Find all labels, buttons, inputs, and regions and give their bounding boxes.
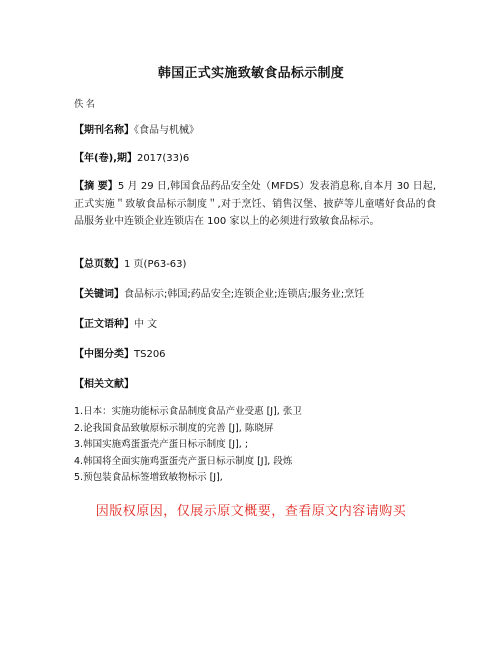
related-label: 【相关文献】 xyxy=(74,379,134,390)
author: 佚名 xyxy=(74,99,98,110)
year-field xyxy=(74,150,434,168)
language-label: 【正文语种】 xyxy=(74,319,134,330)
related-heading xyxy=(74,376,434,394)
classification-value: TS206 xyxy=(134,349,166,360)
journal-field xyxy=(74,122,434,140)
reference-list xyxy=(74,404,302,487)
keywords-label: 【关键词】 xyxy=(74,289,124,300)
pages-value: 1 页(P63-63) xyxy=(124,259,187,270)
classification-label: 【中图分类】 xyxy=(74,349,134,360)
pages-label: 【总页数】 xyxy=(74,259,124,270)
reference-item[interactable]: 5.预包装食品标签增致敏物标示 [J], xyxy=(74,472,223,483)
language-value: 中 文 xyxy=(134,319,158,330)
journal-label: 【期刊名称】 xyxy=(74,125,134,136)
classification-field xyxy=(74,346,434,364)
reference-item[interactable]: 2.论我国食品致敏原标示制度的完善 [J], 陈晓屏 xyxy=(74,422,274,434)
keywords-field xyxy=(74,286,434,304)
year-value: 2017(33)6 xyxy=(136,153,190,164)
reference-item[interactable]: 3.韩国实施鸡蛋蛋壳产蛋日标示制度 [J], ; xyxy=(74,439,249,450)
keywords-value: 食品标示;韩国;药品安全;连锁企业;连锁店;服务业;烹饪 xyxy=(124,289,365,300)
abstract-text: 5 月 29 日,韩国食品药品安全处（MFDS）发表消息称,自本月 30 日起,正式实施＂致敏食品标示制度＂,对于烹饪、销售汉堡、披萨等儿童嗜好食品的食品服务业中连锁企业连锁店在 100 家以上的必须进行致敏食品标示。 xyxy=(74,181,437,227)
abstract-field xyxy=(74,178,436,231)
document-title: 韩国正式实施致敏食品标示制度 xyxy=(157,66,345,81)
copyright-notice: 因版权原因，仅展示原文概要，查看原文内容请购买 xyxy=(95,504,407,519)
journal-value: 《食品与机械》 xyxy=(134,125,199,136)
reference-item[interactable]: 4.韩国将全面实施鸡蛋蛋壳产蛋日标示制度 [J], 段炼 xyxy=(74,455,293,467)
year-label: 【年(卷),期】 xyxy=(74,153,137,164)
abstract-label: 【摘 要】 xyxy=(74,181,118,192)
pages-field xyxy=(74,256,434,274)
reference-item[interactable]: 1.日本：实施功能标示食品制度食品产业受惠 [J], 张卫 xyxy=(74,406,302,417)
language-field xyxy=(74,316,434,334)
